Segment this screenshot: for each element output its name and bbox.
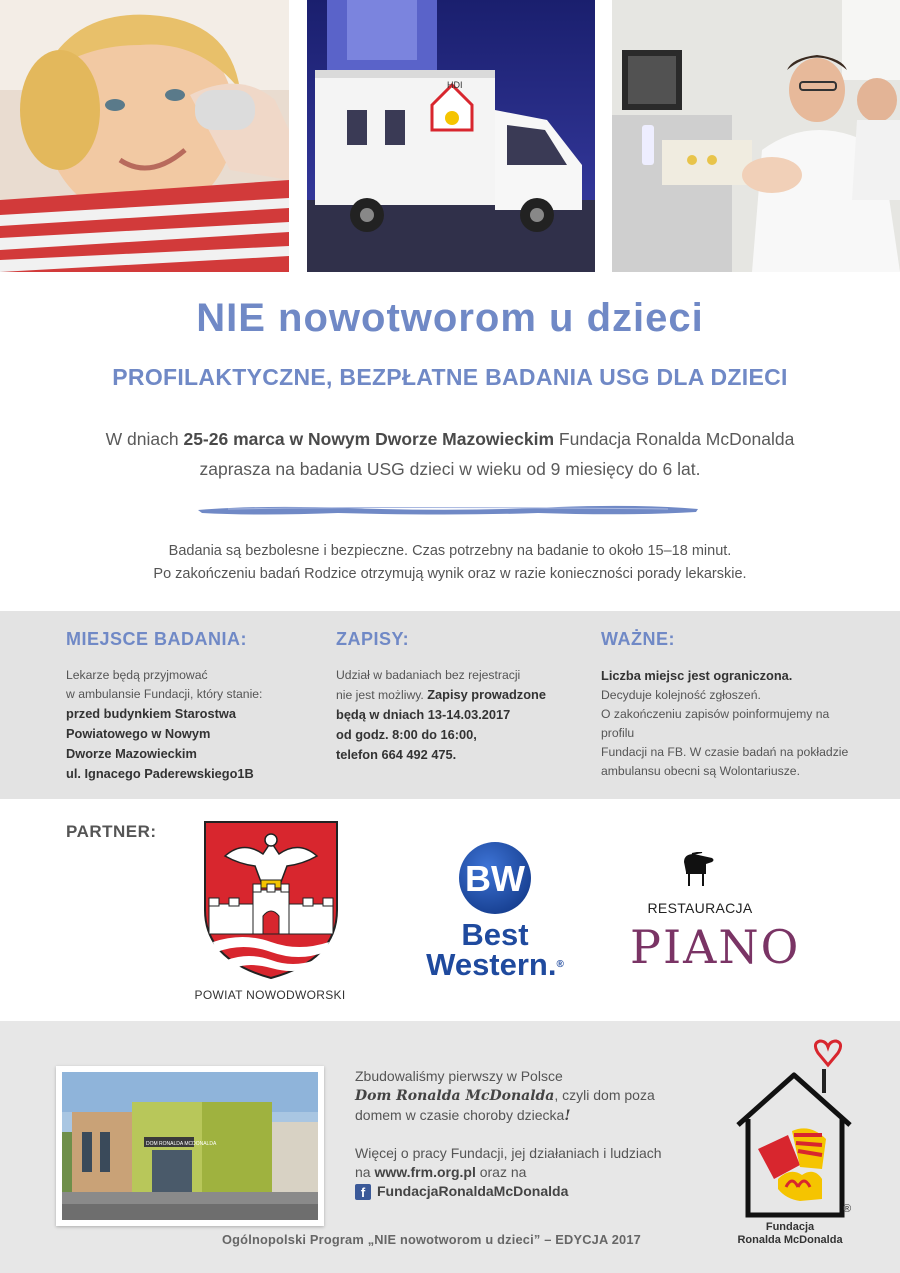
piano-logo-text: PIANO bbox=[630, 920, 801, 974]
svg-text:BW: BW bbox=[465, 858, 525, 899]
svg-text:DOM RONALDA MCDONALDA: DOM RONALDA MCDONALDA bbox=[146, 1141, 217, 1147]
info-text: Badania są bezbolesne i bezpieczne. Czas potrzebny na badanie to około 15–18 minut. Po zakończeniu badań Rodzice otrzymują wynik oraz w razie konieczności porady lekarskie. bbox=[153, 543, 747, 582]
website-link[interactable]: www.frm.org.pl bbox=[374, 1164, 476, 1180]
svg-text:HDI: HDI bbox=[447, 80, 463, 90]
photo-doctor-usg bbox=[612, 0, 900, 272]
facebook-link[interactable]: f FundacjaRonaldaMcDonalda bbox=[355, 1182, 705, 1201]
phone-number: telefon 664 492 475. bbox=[336, 747, 457, 762]
bottom-band bbox=[0, 1021, 900, 1273]
facebook-icon: f bbox=[355, 1184, 371, 1200]
page-subtitle: PROFILAKTYCZNE, BEZPŁATNE BADANIA USG DLA DZIECI bbox=[112, 364, 788, 390]
grand-piano-icon bbox=[682, 852, 716, 888]
partner-label: PARTNER: bbox=[66, 822, 157, 841]
ronald-house-name: Dom Ronalda McDonalda bbox=[355, 1088, 555, 1104]
section-miejsce-badania: MIEJSCE BADANIA: Lekarze będą przyjmować w ambulansie Fundacji, który stanie: przed budynkiem Starostwa Powiatowego w Nowym Dworze Mazowieckim ul. Ignacego Paderewskiego1B bbox=[66, 629, 316, 784]
photo-ambulance-truck bbox=[307, 0, 595, 272]
restauracja-label: RESTAURACJA bbox=[647, 900, 753, 916]
section-wazne: WAŻNE: Liczba miejsc jest ograniczona. Decyduje kolejność zgłoszeń. O zakończeniu zapisów poinformujemy na profilu Fundacji na FB. W czasie badań na pokładzie ambulansu obecni są Wolontariusze. bbox=[601, 629, 861, 781]
best-western-best: Best bbox=[461, 917, 529, 952]
bottom-text: Zbudowaliśmy pierwszy w Polsce Dom Ronalda McDonalda, czyli dom poza domem w czasie choroby dziecka! Więcej o pracy Fundacji, jej działaniach i ludziach na www.frm.org.pl oraz na f FundacjaRonaldaMcDonalda bbox=[355, 1067, 705, 1201]
photo-child-ultrasound bbox=[0, 0, 289, 272]
frm-logo-name: Fundacja Ronalda McDonalda bbox=[737, 1221, 843, 1246]
frm-house-logo bbox=[730, 1039, 860, 1239]
section-zapisy: ZAPISY: Udział w badaniach bez rejestracji nie jest możliwy. Zapisy prowadzone będą w dniach 13-14.03.2017 od godz. 8:00 do 16:00, telefon 664 492 475. bbox=[336, 629, 581, 765]
powiat-coat-of-arms-logo bbox=[203, 820, 339, 980]
program-footer: Ogólnopolski Program „NIE nowotworom u dzieci” – EDYCJA 2017 bbox=[222, 1232, 641, 1247]
photo-ronald-house bbox=[56, 1066, 324, 1226]
section-heading: MIEJSCE BADANIA: bbox=[66, 629, 248, 649]
info-band bbox=[0, 611, 900, 799]
powiat-name: POWIAT NOWODWORSKI bbox=[194, 988, 346, 1002]
best-western-western: Western.® bbox=[426, 947, 564, 982]
brush-divider bbox=[198, 503, 698, 517]
page-title: NIE nowotworom u dzieci bbox=[196, 296, 704, 340]
header-photos bbox=[0, 0, 900, 272]
frm-registered-mark: ® bbox=[843, 1203, 852, 1215]
intro-date-place: 25-26 marca w Nowym Dworze Mazowieckim bbox=[183, 429, 555, 449]
section-heading: WAŻNE: bbox=[601, 629, 675, 649]
intro-text: W dniach 25-26 marca w Nowym Dworze Mazowieckim Fundacja Ronalda McDonalda zaprasza na badania USG dzieci w wieku od 9 miesięcy do 6 lat. bbox=[105, 429, 795, 479]
section-heading: ZAPISY: bbox=[336, 629, 410, 649]
